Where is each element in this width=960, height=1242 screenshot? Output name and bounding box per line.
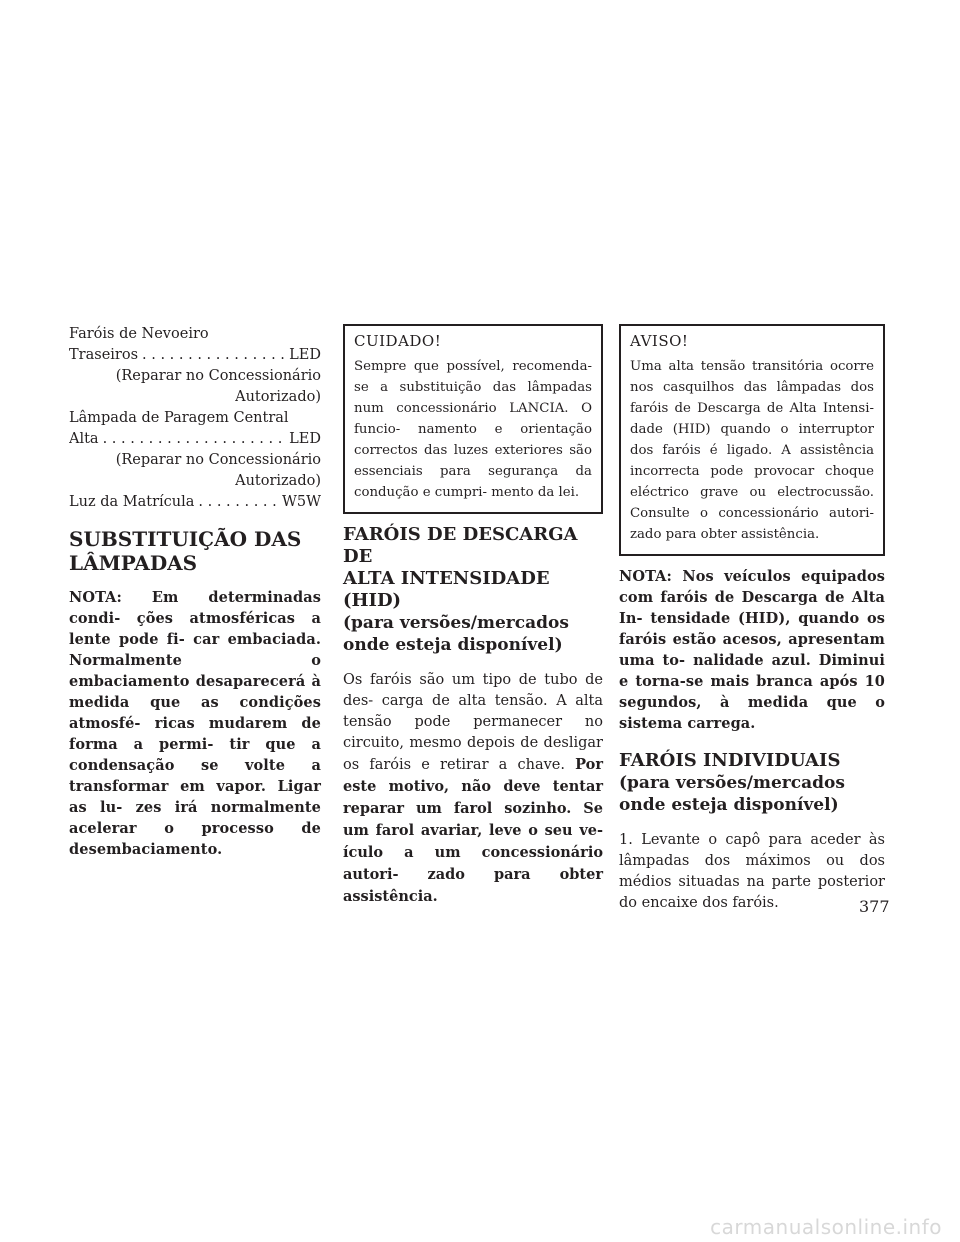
- bulb-note: (Reparar no Concessionário: [115, 452, 321, 468]
- warning-title: AVISO!: [630, 332, 689, 350]
- bulb-name: Luz da Matrícula: [69, 494, 195, 510]
- section-title: SUBSTITUIÇÃO DAS LÂMPADAS: [69, 527, 302, 575]
- watermark-text: carmanualsonline.info: [710, 1215, 942, 1239]
- note-fogging: NOTA: Em determinadas condi- ções atmosféricas a lente pode fi- car embaciada. Normalmente o embaciamento desaparecerá à medida que as condições atmosfé- ricas mudarem de forma a permi- tir que a condensação se volte a transformar em vapor. Ligar as lu- zes irá normalmente acelerar o processo de desembaciamento.: [69, 589, 321, 858]
- caution-text: Sempre que possível, recomenda-se a substituição das lâmpadas num concessionário LANCIA. O funcio- namento e orientação correctos das luzes exteriores são essenciais para segurança da condução e cumpri- mento da lei.: [354, 359, 592, 500]
- bulb-entry-center-stop: [69, 408, 321, 492]
- bulb-note: Autorizado): [235, 473, 321, 489]
- bulb-entry-license-plate: [69, 492, 321, 513]
- step-1-text: 1. Levante o capô para aceder às lâmpadas dos máximos ou dos médios situadas na parte posterior do encaixe dos faróis.: [619, 832, 885, 911]
- bulb-note: (Reparar no Concessionário: [115, 368, 321, 384]
- page-number: 377: [859, 897, 890, 916]
- hid-headlamps-heading: FARÓIS DE DESCARGA DE ALTA INTENSIDADE (HID) (para versões/mercados onde esteja disponível): [343, 524, 578, 655]
- bulb-entry-rear-fog: [69, 324, 321, 408]
- caution-title: CUIDADO!: [354, 332, 442, 350]
- column-left: [69, 324, 321, 860]
- warning-text: Uma alta tensão transitória ocorre nos casquilhos das lâmpadas dos faróis de Descarga de Alta Intensi- dade (HID) quando o interruptor dos faróis é ligado. A assistência incorrecta pode provocar choque eléctrico grave ou electrocussão. Consulte o concessionário autori- zado para obter assistência.: [630, 359, 874, 542]
- column-right: [619, 324, 885, 914]
- caution-box: [343, 324, 603, 514]
- bulb-name: Alta: [69, 431, 99, 447]
- bulb-name: Lâmpada de Paragem Central: [69, 410, 289, 426]
- warning-box: [619, 324, 885, 556]
- column-middle: [343, 324, 603, 908]
- bulb-name: Faróis de Nevoeiro: [69, 326, 209, 342]
- bulb-value: LED: [289, 431, 321, 447]
- bulb-value: W5W: [281, 494, 321, 510]
- individual-headlamps-heading: FARÓIS INDIVIDUAIS (para versões/mercados onde esteja disponível): [619, 750, 845, 815]
- watermark: [0, 1212, 960, 1242]
- bulb-value: LED: [289, 347, 321, 363]
- hid-body-text: Os faróis são um tipo de tubo de des- carga de alta tensão. A alta tensão pode permanecer no circuito, mesmo depois de desligar os faróis e retirar a chave. Por este motivo, não deve tentar reparar um farol sozinho. Se um farol avariar, leve o seu ve- ículo a um concessionário autori- zado para obter assistência.: [343, 672, 603, 905]
- note-hid-tint: NOTA: Nos veículos equipados com faróis de Descarga de Alta In- tensidade (HID), quando os faróis estão acesos, apresentam uma to- nalidade azul. Diminui e torna-se mais branca após 10 segundos, à medida que o sistema carrega.: [619, 568, 885, 732]
- bulb-name: Traseiros: [69, 347, 139, 363]
- bulb-note: Autorizado): [235, 389, 321, 405]
